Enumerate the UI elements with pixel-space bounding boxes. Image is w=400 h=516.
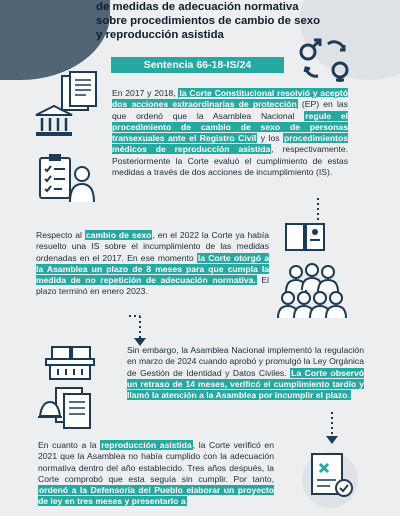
gender-symbols-icon (296, 36, 352, 82)
highlight: La Corte observó un retraso de 14 meses, verificó el cumplimiento tardío y llamó la atención a la Asamblea por incumplir el plazo. (127, 367, 364, 401)
group-icon (276, 262, 348, 320)
highlight: ordenó a la Defensoría del Pueblo elaborar un proyecto de ley en tres meses y presentarlo a (38, 485, 274, 507)
corner-decoration (0, 0, 110, 80)
law-book-icon (282, 218, 330, 254)
highlight: la Corte otorgó a la Asamblea un plazo de 8 meses para que cumpla la medida de no repetición de adecuación normativa. (36, 252, 269, 286)
paragraph-4: En cuanto a la reproducción asistida, la Corte verificó en 2021 que la Asamblea no había cumplido con la adecuación normativa dentro del año establecido. Tres años después, la Corte comprobó que esta seguía sin cumplir. Por tanto, ordenó a la Defensoría del Pueblo elaborar un proyecto de ley en tres meses y presentarlo a (38, 440, 274, 507)
document-verification-icon (300, 448, 362, 508)
paragraph-2: Respecto al cambio de sexo, en el 2022 la Corte ya había resuelto una IS sobre el incumplimiento de las medidas ordenadas en el 2017. En ese momento la Corte otorgó a la Asamblea un plazo de 8 meses para que cumpla la medida de no repetición de adecuación normativa. El plazo terminó en enero 2023. (36, 230, 269, 297)
highlight: cambio de sexo (85, 230, 152, 240)
sentence-badge: Sentencia 66-18-IS/24 (111, 57, 284, 73)
documents-icon (58, 70, 100, 114)
ballot-icon (42, 345, 98, 383)
title-line-1: de medidas de adecuación normativa (96, 1, 299, 13)
highlight: regule el procedimiento de cambio de sexo de personas transexuales ante el Registro Civil (112, 110, 348, 144)
highlight: reproducción asistida (101, 440, 192, 450)
dotted-arrow-2 (126, 312, 156, 348)
dotted-arrow-3 (318, 410, 348, 446)
highlight: procedimientos médicos de reproducción asistida (112, 133, 348, 155)
paragraph-3: Sin embargo, la Asamblea Nacional implementó la regulación en marzo de 2024 cuando aprobó y promulgó la Ley Orgánica de Gestión de Identidad y Datos Civiles. La Corte observó un retraso de 14 meses, verificó el cumplimiento tardío y llamó la atención a la Asamblea por incumplir el plazo. (127, 345, 364, 401)
title-line-2: sobre procedimientos de cambio de sexo (96, 15, 321, 27)
highlight: la Corte Constitucional resolvió y aceptó dos acciones extraordinarias de protección (112, 88, 348, 110)
paragraph-1: En 2017 y 2018, la Corte Constitucional resolvió y aceptó dos acciones extraordinarias de protección (EP) en las que ordenó que la Asamblea Nacional regule el procedimiento de cambio de sexo de personas transexuales ante el Registro Civil y los procedimientos médicos de reproducción asistida, respectivamente. Posteriormente la Corte evaluó el cumplimiento de estas medidas a través de dos acciones de incumplimiento (IS). (112, 88, 348, 178)
legal-documents-icon (36, 384, 100, 432)
title-line-3: y reproducción asistida (96, 29, 224, 41)
checklist-person-icon (36, 152, 98, 204)
